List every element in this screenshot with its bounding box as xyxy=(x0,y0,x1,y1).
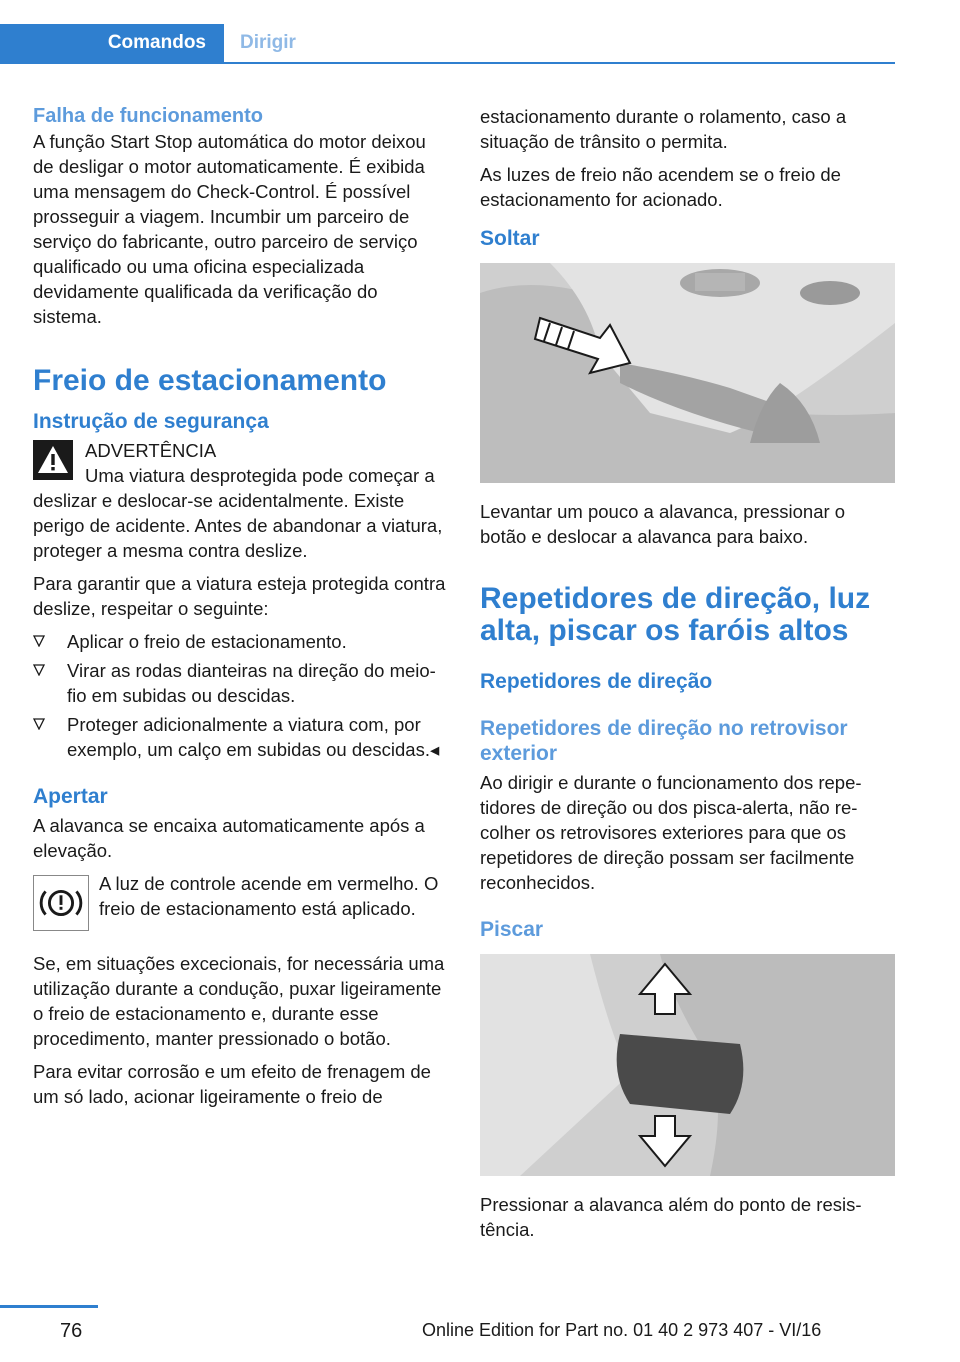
parking-brake-warning-icon xyxy=(33,875,89,931)
warning-label: ADVERTÊNCIA xyxy=(85,440,217,461)
piscar-title: Piscar xyxy=(480,918,544,941)
list-item-text: Proteger adicionalmente a viatura com, por exemplo, um calço em subidas ou descidas.◂ xyxy=(67,714,440,760)
brake-lights-text: As luzes de freio não acendem se o freio de estacionamento for acionado. xyxy=(480,164,841,210)
soltar-title: Soltar xyxy=(480,227,540,250)
precaution-list xyxy=(33,629,448,762)
left-column xyxy=(33,104,448,1117)
corrosion-text: Para evitar corrosão e um efeito de frenagem de um só lado, acionar ligeiramente o freio de xyxy=(33,1061,431,1107)
list-item-text: Aplicar o freio de estacionamento. xyxy=(67,631,347,652)
list-item xyxy=(33,712,448,762)
exception-text: Se, em situações excecionais, for necessária uma utilização durante a condução, puxar ligeiramente o freio de estacionamento e, durante esse procedimento, manter pressionado o botão. xyxy=(33,953,445,1049)
soltar-text: Levantar um pouco a alavanca, pressionar o botão e deslocar a alavanca para baixo. xyxy=(480,501,846,547)
control-light-block xyxy=(33,871,448,951)
parking-brake-lever-image xyxy=(480,263,895,483)
safety-title: Instrução de segurança xyxy=(33,410,269,433)
list-item-text: Virar as rodas dianteiras na direção do meio-fio em subidas ou descidas. xyxy=(67,660,436,706)
turn-title: Repetidores de direção xyxy=(480,670,713,693)
triangle-bullet-icon xyxy=(33,718,45,730)
turn-signal-lever-image xyxy=(480,954,895,1176)
tab-dirigir[interactable]: Dirigir xyxy=(240,32,296,53)
header-bar xyxy=(0,24,895,64)
right-column xyxy=(480,104,895,1250)
fault-text: A função Start Stop automática do motor deixou de desligar o motor automaticamente. É exibida uma mensagem do Check-Control. É possível prosseguir a viagem. Incumbir um parceiro de serviço do fabricante, outro parceiro de serviço qualificado ou uma oficina especializada devidamente qualificada da verificação do sistema. xyxy=(33,131,426,327)
tab-comandos[interactable]: Comandos xyxy=(0,24,224,62)
list-item xyxy=(33,629,448,654)
guarantee-text: Para garantir que a viatura esteja protegida contra deslize, respeitar o seguinte: xyxy=(33,573,446,619)
continued-text: estacionamento durante o rolamento, caso a situação de trânsito o permita. xyxy=(480,106,847,152)
page-number: 76 xyxy=(60,1320,83,1342)
apertar-text: A alavanca se encaixa automaticamente após a elevação. xyxy=(33,815,425,861)
footer-line xyxy=(0,1305,98,1308)
warning-text: Uma viatura desprotegida pode começar a deslizar e deslocar-se acidentalmente. Existe perigo de acidente. Antes de abandonar a viatura, proteger a mesma contra deslize. xyxy=(33,465,443,561)
turn-signals-title: Repetidores de direção, luz alta, piscar os faróis altos xyxy=(480,582,871,647)
parking-brake-title: Freio de estacionamento xyxy=(33,364,387,397)
control-text: A luz de controle acende em vermelho. O freio de estacionamento está aplicado. xyxy=(99,873,439,919)
apertar-title: Apertar xyxy=(33,785,108,808)
list-item xyxy=(33,658,448,708)
warning-block xyxy=(33,438,448,563)
fault-title: Falha de funcionamento xyxy=(33,105,264,127)
mirror-text: Ao dirigir e durante o funcionamento dos repetidores de direção ou dos pisca-alerta, não recolher os retrovisores exteriores para que os repetidores de direção possam ser facilmente reconhecidos. xyxy=(480,772,862,893)
triangle-bullet-icon xyxy=(33,635,45,647)
edition-footer: Online Edition for Part no. 01 40 2 973 407 - VI/16 xyxy=(422,1320,822,1340)
warning-triangle-icon xyxy=(33,440,73,480)
triangle-bullet-icon xyxy=(33,664,45,676)
mirror-title: Repetidores de direção no retrovisor exterior xyxy=(480,717,848,765)
piscar-text: Pressionar a alavanca além do ponto de resistência. xyxy=(480,1194,862,1240)
